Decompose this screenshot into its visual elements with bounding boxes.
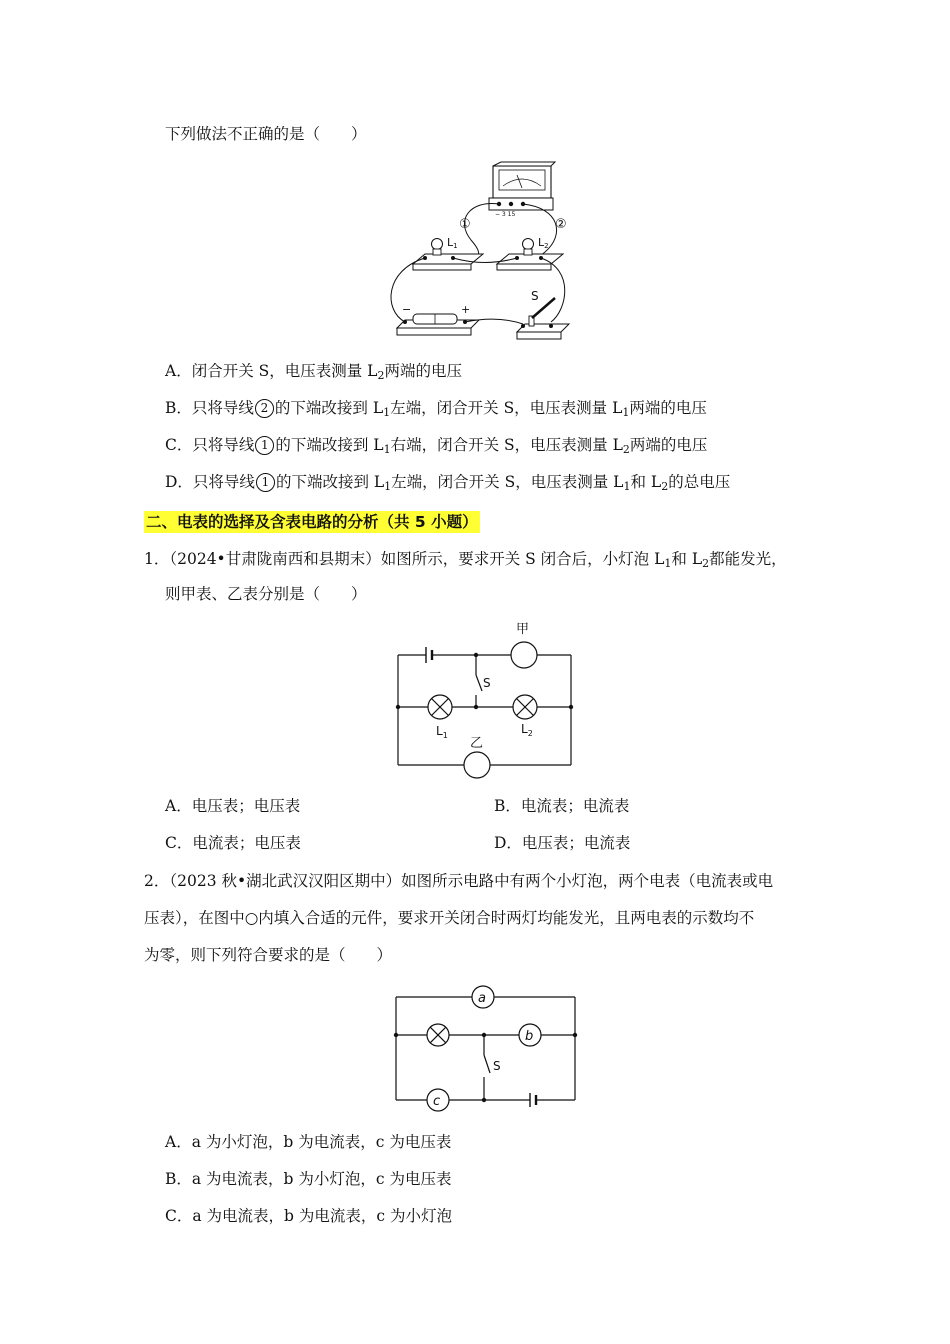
q1-option-a: A．电压表；电压表 xyxy=(165,797,301,815)
option-d: D．只将导线 1 的下端改接到 $L_1$左端，闭合开关 S，电压表测量 $L_1$和 $L_2$的总电压 xyxy=(165,473,731,493)
meter-yi-label: 乙 xyxy=(470,736,484,751)
option-a: A．闭合开关 S，电压表测量 $L_2$两端的电压 xyxy=(165,362,462,382)
switch-label: S xyxy=(531,289,539,303)
q2-option-b: B．a 为电流表，b 为小灯泡，c 为电压表 xyxy=(165,1170,452,1188)
battery-minus: − xyxy=(402,303,412,316)
battery-plus: + xyxy=(461,303,471,316)
element-a-label: a xyxy=(478,991,486,1006)
lamp-l1-label: $L_1$ xyxy=(436,724,448,740)
battery xyxy=(397,303,479,335)
q2-stem-line2: 压表），在图中○内填入合适的元件，要求开关闭合时两灯均能发光，且两电表的示数均不 xyxy=(144,909,755,927)
q1-option-d: D．电压表；电流表 xyxy=(494,834,631,852)
voltmeter-circuit-figure xyxy=(385,160,575,345)
svg-text:L2: L2 xyxy=(538,236,549,250)
q1-stem-line2: 则甲表、乙表分别是（ ） xyxy=(165,585,367,603)
option-b: B．只将导线 2 的下端改接到 $L_1$左端，闭合开关 S，电压表测量 $L_1$两端的电压 xyxy=(165,399,707,419)
q2-stem-line3: 为零，则下列符合要求的是（ ） xyxy=(144,946,393,964)
q1-option-c: C．电流表；电压表 xyxy=(165,834,301,852)
switch-label: S xyxy=(483,676,491,690)
q2-option-a: A．a 为小灯泡，b 为电流表，c 为电压表 xyxy=(165,1133,452,1151)
q1-circuit-figure xyxy=(390,615,580,780)
q2-circuit-figure xyxy=(390,985,580,1115)
wire1-label: ① xyxy=(459,217,471,232)
switch-label: S xyxy=(493,1059,501,1073)
q1-option-b: B．电流表；电流表 xyxy=(494,797,630,815)
wire2-label: ② xyxy=(555,217,567,232)
switch-s xyxy=(517,289,569,339)
lamp-l2-label: $L_2$ xyxy=(521,722,533,738)
q2-stem-line1: 2．（2023 秋•湖北武汉汉阳区期中）如图所示电路中有两个小灯泡，两个电表（电流表或电 xyxy=(144,872,774,890)
meter-terminal-labels: − 3 15 xyxy=(495,211,516,218)
section-heading: 二、电表的选择及含表电路的分析（共 5 小题） xyxy=(146,513,478,531)
element-c-label: c xyxy=(433,1094,441,1109)
voltmeter xyxy=(489,162,555,218)
element-b-label: b xyxy=(525,1029,534,1044)
q2-option-c: C．a 为电流表，b 为电流表，c 为小灯泡 xyxy=(165,1207,452,1225)
option-c: C．只将导线 1 的下端改接到 $L_1$右端，闭合开关 S，电压表测量 $L_2$两端的电压 xyxy=(165,436,708,456)
question-stem: 下列做法不正确的是（ ） xyxy=(165,125,367,143)
svg-text:L1: L1 xyxy=(447,236,458,250)
q1-stem-line1: 1．（2024•甘肃陇南西和县期末）如图所示，要求开关 S 闭合后，小灯泡 $L_1$和 $L_2$都能发光， xyxy=(144,550,787,570)
meter-jia-label: 甲 xyxy=(516,622,530,637)
